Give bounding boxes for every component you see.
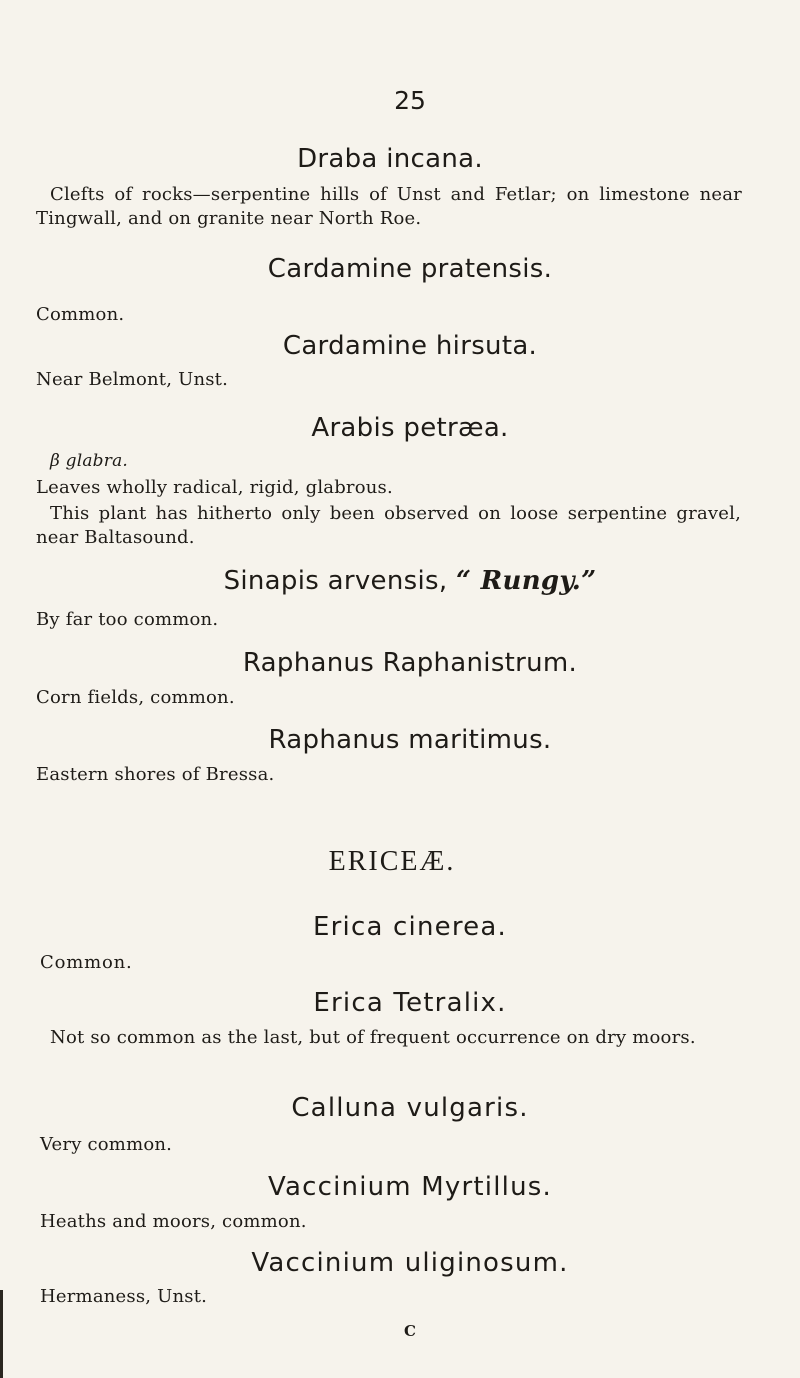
family-heading: ERICEÆ. [328, 846, 456, 877]
page-edge-line [0, 1290, 3, 1378]
species-name: Sinapis arvensis, [223, 566, 448, 596]
signature-mark: C [404, 1322, 416, 1340]
species-heading-raphanus-maritimus: Raphanus maritimus. [268, 725, 552, 755]
species-heading-draba-incana: Draba incana. [297, 144, 483, 174]
habitat-note-sinapis-arvensis: By far too common. [36, 609, 219, 630]
habitat-note-vaccinium-uliginosum: Hermaness, Unst. [40, 1286, 208, 1307]
habitat-note-raphanus-raphanistrum: Corn fields, common. [36, 687, 235, 708]
species-heading-arabis-petraea: Arabis petræa. [311, 413, 509, 443]
habitat-note-arabis-petraea: This plant has hitherto only been observed on loose serpentine gravel, near Baltasound. [36, 503, 741, 548]
page-number: 25 [394, 86, 426, 115]
habitat-note-cardamine-pratensis: Common. [36, 304, 125, 325]
habitat-note-calluna-vulgaris: Very common. [40, 1134, 173, 1155]
species-heading-erica-tetralix: Erica Tetralix. [313, 988, 507, 1018]
species-heading-raphanus-raphanistrum: Raphanus Raphanistrum. [242, 648, 578, 678]
species-heading-sinapis-arvensis [0, 566, 800, 596]
species-heading-vaccinium-myrtillus: Vaccinium Myrtillus. [268, 1172, 552, 1202]
habitat-note-cardamine-hirsuta: Near Belmont, Unst. [36, 369, 229, 390]
habitat-note-erica-cinerea: Common. [40, 952, 133, 973]
species-heading-cardamine-hirsuta: Cardamine hirsuta. [282, 331, 538, 361]
species-heading-cardamine-pratensis: Cardamine pratensis. [267, 254, 553, 284]
species-heading-calluna-vulgaris: Calluna vulgaris. [291, 1093, 529, 1123]
species-heading-vaccinium-uliginosum: Vaccinium uliginosum. [251, 1248, 569, 1278]
habitat-note-raphanus-maritimus: Eastern shores of Bressa. [36, 764, 275, 785]
habitat-note-vaccinium-myrtillus: Heaths and moors, common. [40, 1211, 307, 1232]
local-name: “ Rungy.” [455, 566, 597, 596]
habitat-note-draba-incana: Clefts of rocks—serpentine hills of Unst and Fetlar; on limestone near Tingwall, and on granite near North Roe. [36, 184, 742, 229]
habitat-note-erica-tetralix: Not so common as the last, but of frequent occurrence on dry moors. [50, 1027, 696, 1048]
description-note-arabis-petraea: Leaves wholly radical, rigid, glabrous. [36, 477, 393, 498]
species-heading-erica-cinerea: Erica cinerea. [313, 912, 507, 942]
variety-label: β glabra. [50, 451, 129, 471]
